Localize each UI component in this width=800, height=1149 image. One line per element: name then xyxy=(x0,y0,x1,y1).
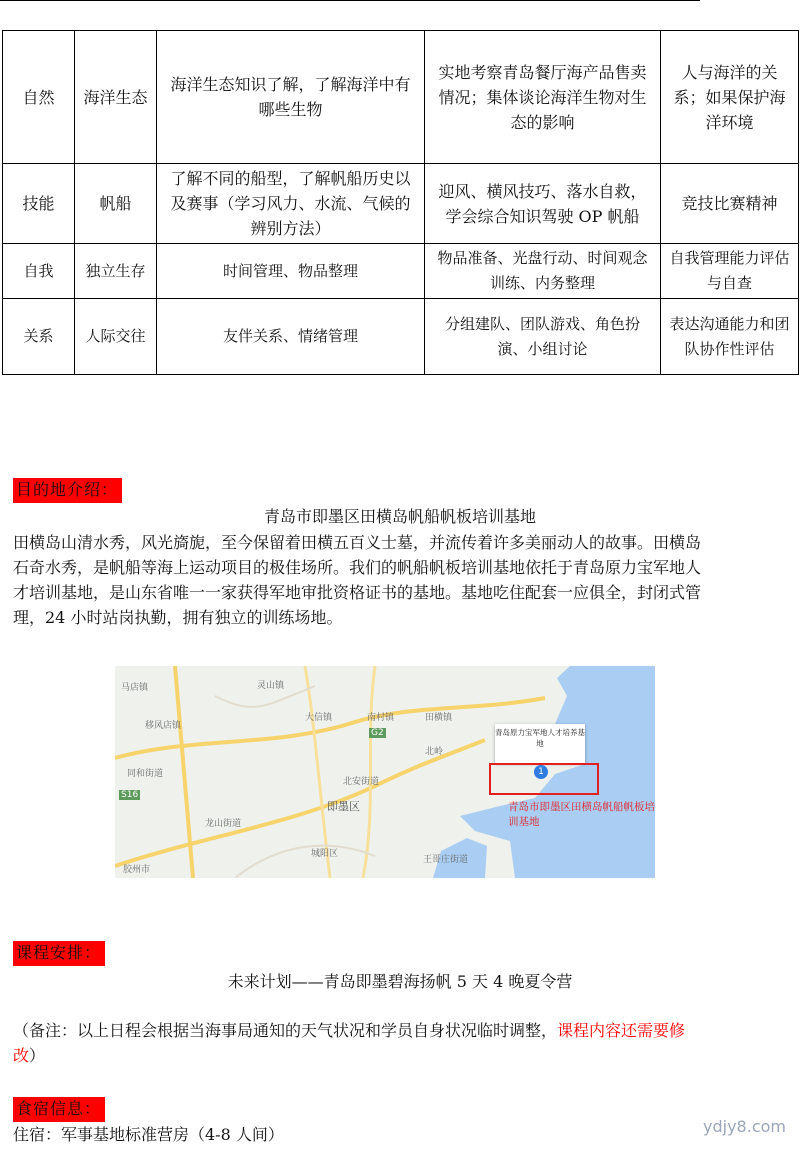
cell-knowledge: 时间管理、物品整理 xyxy=(157,244,425,299)
map-place-label: 同和街道 xyxy=(127,769,164,779)
location-map[interactable] xyxy=(115,666,655,878)
road-shield: G2 xyxy=(371,728,384,738)
map-place-label: 胶州市 xyxy=(123,865,151,875)
map-place-label: 马店镇 xyxy=(121,683,149,693)
map-place-label: 移风店镇 xyxy=(145,721,182,731)
cell-topic: 海洋生态 xyxy=(75,31,157,164)
cell-topic: 帆船 xyxy=(75,164,157,244)
cell-area: 自然 xyxy=(3,31,75,164)
map-place-label: 即墨区 xyxy=(327,800,360,813)
cell-goal: 自我管理能力评估与自查 xyxy=(661,244,799,299)
map-pin-icon[interactable]: 1 xyxy=(534,765,548,779)
cell-practice: 迎风、横风技巧、落水自救，学会综合知识驾驶 OP 帆船 xyxy=(425,164,661,244)
main-road xyxy=(363,666,375,878)
map-callout: 青岛原力宝军地人才培养基地 xyxy=(495,724,585,763)
cell-goal: 表达沟通能力和团队协作性评估 xyxy=(661,299,799,375)
cell-knowledge: 了解不同的船型，了解帆船历史以及赛事（学习风力、水流、气候的辨别方法） xyxy=(157,164,425,244)
schedule-note-text: （备注：以上日程会根据当海事局通知的天气状况和学员自身状况临时调整， xyxy=(13,1021,558,1040)
map-place-label: 城阳区 xyxy=(311,849,339,859)
map-place-label: 龙山街道 xyxy=(205,819,242,829)
lodging-section-label: 食宿信息： xyxy=(13,1097,105,1122)
schedule-note-red: 课程内容还需要修改 xyxy=(13,1021,686,1065)
curriculum-table xyxy=(2,30,799,375)
watermark: ydjy8.com xyxy=(703,1117,786,1136)
cell-goal: 人与海洋的关系；如果保护海洋环境 xyxy=(661,31,799,164)
cell-area: 关系 xyxy=(3,299,75,375)
map-place-label: 北岭 xyxy=(425,747,444,757)
schedule-note xyxy=(13,1018,703,1068)
road-shield: S16 xyxy=(121,790,139,800)
cell-practice: 实地考察青岛餐厅海产品售卖情况；集体谈论海洋生物对生态的影响 xyxy=(425,31,661,164)
map-place-label: 大信镇 xyxy=(305,713,333,723)
destination-title: 青岛市即墨区田横岛帆船帆板培训基地 xyxy=(263,507,536,526)
lodging-line: 住宿：军事基地标准营房（4-8 人间） xyxy=(13,1125,284,1144)
map-caption: 青岛市即墨区田横岛帆船帆板培训基地 xyxy=(508,801,655,828)
cell-topic: 独立生存 xyxy=(75,244,157,299)
table-row xyxy=(3,244,799,299)
cell-area: 技能 xyxy=(3,164,75,244)
cell-knowledge: 海洋生态知识了解，了解海洋中有哪些生物 xyxy=(157,31,425,164)
map-place-label: 北安街道 xyxy=(343,777,380,787)
schedule-section-label: 课程安排： xyxy=(13,941,105,966)
cell-topic: 人际交往 xyxy=(75,299,157,375)
map-place-label: 灵山镇 xyxy=(257,681,285,691)
schedule-note-end: ） xyxy=(29,1046,46,1065)
map-place-label: 南村镇 xyxy=(367,713,395,723)
cell-goal: 竞技比赛精神 xyxy=(661,164,799,244)
minor-road xyxy=(235,846,375,878)
cell-practice: 物品准备、光盘行动、时间观念训练、内务整理 xyxy=(425,244,661,299)
top-rule xyxy=(0,0,700,1)
destination-section-label: 目的地介绍： xyxy=(13,478,122,503)
cell-knowledge: 友伴关系、情绪管理 xyxy=(157,299,425,375)
map-place-label: 王哥庄街道 xyxy=(423,855,469,865)
cell-area: 自我 xyxy=(3,244,75,299)
map-place-label: 田横镇 xyxy=(425,713,453,723)
table-row xyxy=(3,164,799,244)
table-row xyxy=(3,299,799,375)
cell-practice: 分组建队、团队游戏、角色扮演、小组讨论 xyxy=(425,299,661,375)
destination-body: 田横岛山清水秀，风光旖旎，至今保留着田横五百义士墓，并流传着许多美丽动人的故事。田横岛石奇水秀，是帆船等海上运动项目的极佳场所。我们的帆船帆板培训基地依托于青岛原力宝军地人才培训基地，是山东省唯一一家获得军地审批资格证书的基地。基地吃住配套一应俱全，封闭式管理，24 小时站岗执勤，拥有独立的训练场地。 xyxy=(13,533,702,627)
schedule-title: 未来计划——青岛即墨碧海扬帆 5 天 4 晚夏令营 xyxy=(227,972,573,991)
table-row xyxy=(3,31,799,164)
